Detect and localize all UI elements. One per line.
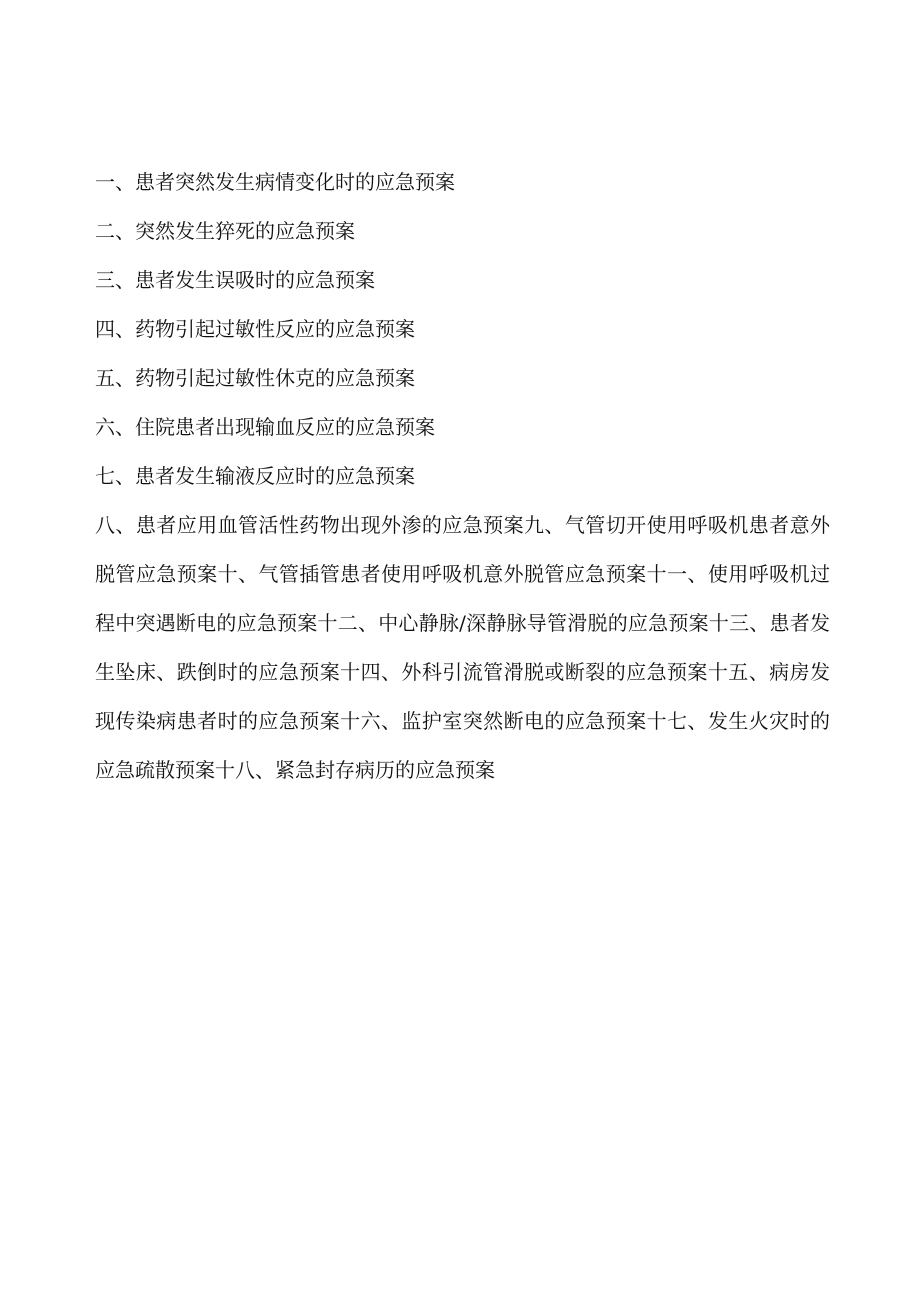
plan-item-1: 一、患者突然发生病情变化时的应急预案 (95, 170, 455, 194)
plan-item-2: 二、突然发生猝死的应急预案 (95, 219, 355, 243)
plan-item-6: 六、住院患者出现输血反应的应急预案 (95, 415, 435, 439)
plan-item-7: 七、患者发生输液反应时的应急预案 (95, 464, 415, 488)
plan-item-4: 四、药物引起过敏性反应的应急预案 (95, 317, 415, 341)
plan-items-paragraph: 八、患者应用血管活性药物出现外渗的应急预案九、气管切开使用呼吸机患者意外脱管应急预案十、气管插管患者使用呼吸机意外脱管应急预案十一、使用呼吸机过程中突遇断电的应急预案十二、中心静脉/深静脉导管滑脱的应急预案十三、患者发生坠床、跌倒时的应急预案十四、外科引流管滑脱或断裂的应急预案十五、病房发现传染病患者时的应急预案十六、监护室突然断电的应急预案十七、发生火灾时的应急疏散预案十八、紧急封存病历的应急预案 (95, 513, 830, 782)
plan-list (95, 158, 830, 795)
plan-item-5: 五、药物引起过敏性休克的应急预案 (95, 366, 415, 390)
plan-item-3: 三、患者发生误吸时的应急预案 (95, 268, 375, 292)
